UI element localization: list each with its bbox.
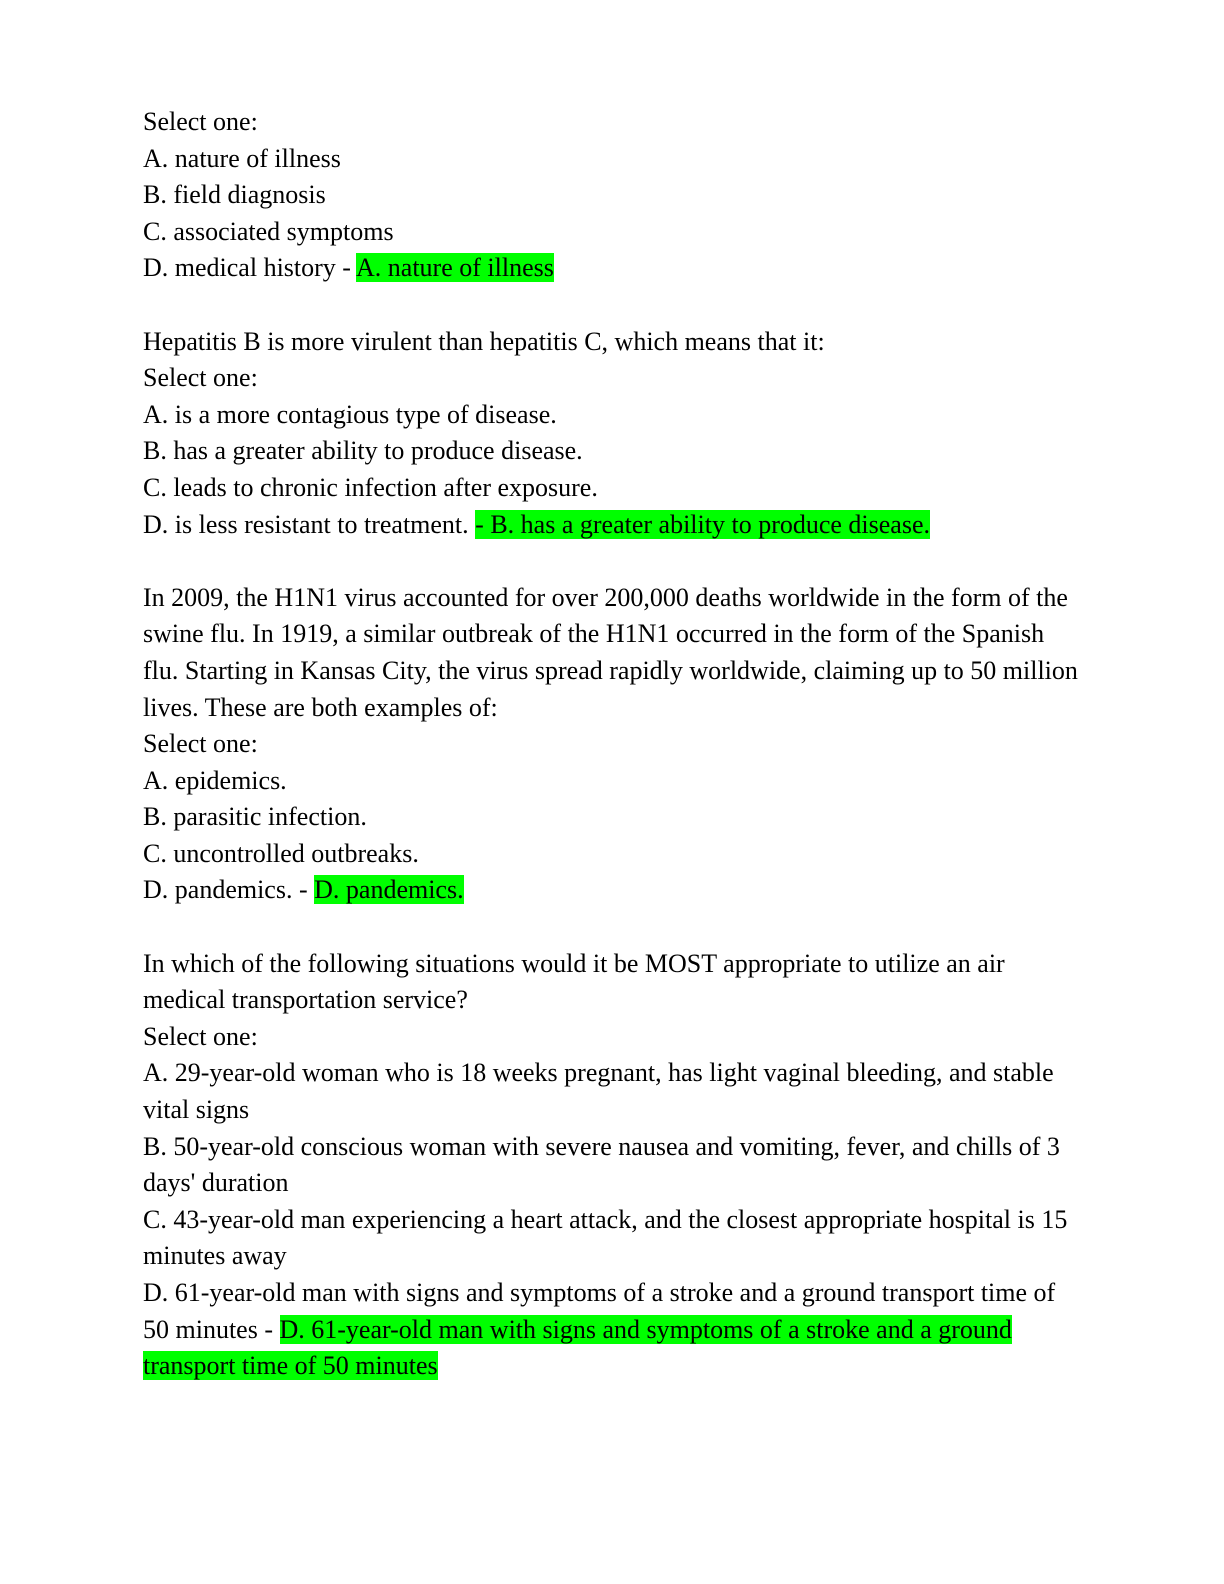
highlighted-answer: - B. has a greater ability to produce disease. xyxy=(475,509,931,539)
option-c: C. associated symptoms xyxy=(143,216,394,246)
highlighted-answer: A. nature of illness xyxy=(356,253,554,283)
option-c: C. 43-year-old man experiencing a heart attack, and the closest appropriate hospital is 15 minutes away xyxy=(143,1204,1068,1271)
option-c: C. uncontrolled outbreaks. xyxy=(143,838,419,868)
option-a: A. epidemics. xyxy=(143,765,287,795)
select-one-label: Select one: xyxy=(143,363,258,393)
option-b: B. has a greater ability to produce disease. xyxy=(143,436,583,466)
question-stem: In which of the following situations would it be MOST appropriate to utilize an air medical transportation service? xyxy=(143,948,1005,1015)
highlighted-answer: D. 61-year-old man with signs and symptoms of a stroke and a ground transport time of 50 minutes xyxy=(143,1314,1012,1381)
option-d-with-answer xyxy=(143,507,1083,544)
option-b: B. parasitic infection. xyxy=(143,802,367,832)
question-stem: Hepatitis B is more virulent than hepatitis C, which means that it: xyxy=(143,326,825,356)
question-1 xyxy=(143,104,1083,287)
option-a: A. 29-year-old woman who is 18 weeks pregnant, has light vaginal bleeding, and stable vital signs xyxy=(143,1058,1054,1125)
option-b: B. 50-year-old conscious woman with severe nausea and vomiting, fever, and chills of 3 days' duration xyxy=(143,1131,1060,1198)
option-d-with-answer xyxy=(143,1275,1083,1385)
option-d: D. pandemics. - xyxy=(143,875,315,905)
option-d-with-answer xyxy=(143,250,1083,287)
highlighted-answer: D. pandemics. xyxy=(314,875,464,905)
option-d: D. 61-year-old man with signs and symptoms of a stroke and a ground transport time of 50 minutes - xyxy=(143,1278,1056,1344)
document-page xyxy=(143,104,1083,1385)
option-a: A. is a more contagious type of disease. xyxy=(143,399,557,429)
select-one-label: Select one: xyxy=(143,1021,258,1051)
option-d: D. medical history - xyxy=(143,253,357,283)
question-2 xyxy=(143,324,1083,544)
option-d: D. is less resistant to treatment. xyxy=(143,509,476,539)
question-3 xyxy=(143,580,1083,909)
select-one-label: Select one: xyxy=(143,107,258,136)
question-stem: In 2009, the H1N1 virus accounted for over 200,000 deaths worldwide in the form of the swine flu. In 1919, a similar outbreak of the H1N1 occurred in the form of the Spanish flu. Starting in Kansas City, the virus spread rapidly worldwide, claiming up to 50 million lives. These are both examples of: xyxy=(143,582,1078,722)
option-a: A. nature of illness xyxy=(143,143,341,173)
option-b: B. field diagnosis xyxy=(143,180,326,210)
option-d-with-answer xyxy=(143,872,1083,909)
option-c: C. leads to chronic infection after exposure. xyxy=(143,472,598,502)
question-4 xyxy=(143,946,1083,1385)
select-one-label: Select one: xyxy=(143,729,258,759)
